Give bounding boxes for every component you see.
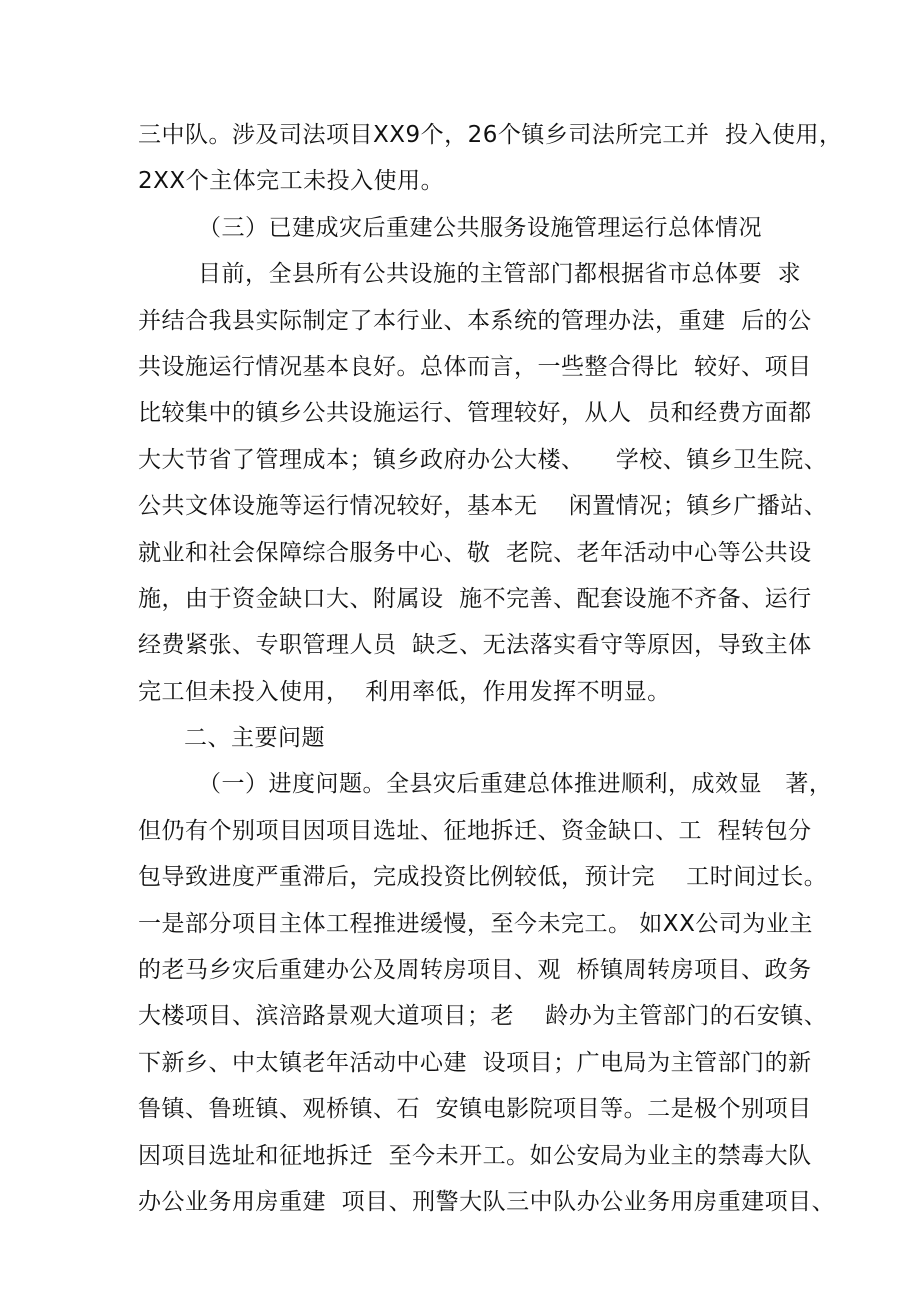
body-line: 大大节省了管理成本；镇乡政府办公大楼、 学校、镇乡卫生院、 — [138, 446, 828, 473]
section-heading-main-problems: 二、主要问题 — [184, 725, 325, 752]
body-line: 的老马乡灾后重建办公及周转房项目、观 桥镇周转房项目、政务 — [138, 957, 812, 984]
body-line: 鲁镇、鲁班镇、观桥镇、石 安镇电影院项目等。二是极个别项目 — [138, 1096, 812, 1123]
body-line: 经费紧张、专职管理人员 缺乏、无法落实看守等原因，导致主体 — [138, 632, 812, 659]
body-line: 包导致进度严重滞后，完成投资比例较低，预计完 工时间过长。 — [138, 864, 828, 891]
section-heading-3: （三）已建成灾后重建公共服务设施管理运行总体情况 — [198, 214, 762, 241]
body-line: 一是部分项目主体工程推进缓慢，至今未完工。 如XX公司为业主 — [138, 910, 813, 937]
subsection-heading-progress: （一）进度问题。全县灾后重建总体推进顺利，成效显 著， — [198, 771, 833, 798]
body-line: 共设施运行情况基本良好。总体而言，一些整合得比 较好、项目 — [138, 353, 812, 380]
document-body — [138, 112, 843, 1225]
body-line: 下新乡、中太镇老年活动中心建 设项目；广电局为主管部门的新 — [138, 1049, 812, 1076]
body-line: 但仍有个别项目因项目选址、征地拆迁、资金缺口、工 程转包分 — [138, 817, 812, 844]
body-line: 目前，全县所有公共设施的主管部门都根据省市总体要 求 — [198, 261, 802, 288]
body-line: 公共文体设施等运行情况较好，基本无 闲置情况；镇乡广播站、 — [138, 493, 828, 520]
body-line: 就业和社会保障综合服务中心、敬 老院、老年活动中心等公共设 — [138, 539, 812, 566]
body-line: 完工但未投入使用， 利用率低，作用发挥不明显。 — [138, 678, 671, 705]
body-line: 三中队。涉及司法项目XX9个，26个镇乡司法所完工并 投入使用， — [138, 122, 843, 148]
body-line: 办公业务用房重建 项目、刑警大队三中队办公业务用房重建项目、 — [138, 1188, 836, 1215]
body-line: 施，由于资金缺口大、附属设 施不完善、配套设施不齐备、运行 — [138, 585, 812, 612]
body-line: 因项目选址和征地拆迁 至今未开工。如公安局为业主的禁毒大队 — [138, 1142, 812, 1169]
body-line: 大楼项目、滨涪路景观大道项目；老 龄办为主管部门的石安镇、 — [138, 1003, 828, 1030]
body-line: 2XX个主体完工未投入使用。 — [138, 168, 445, 195]
body-line: 比较集中的镇乡公共设施运行、管理较好，从人 员和经费方面都 — [138, 400, 812, 427]
body-line: 并结合我县实际制定了本行业、本系统的管理办法，重建 后的公 — [138, 307, 812, 334]
